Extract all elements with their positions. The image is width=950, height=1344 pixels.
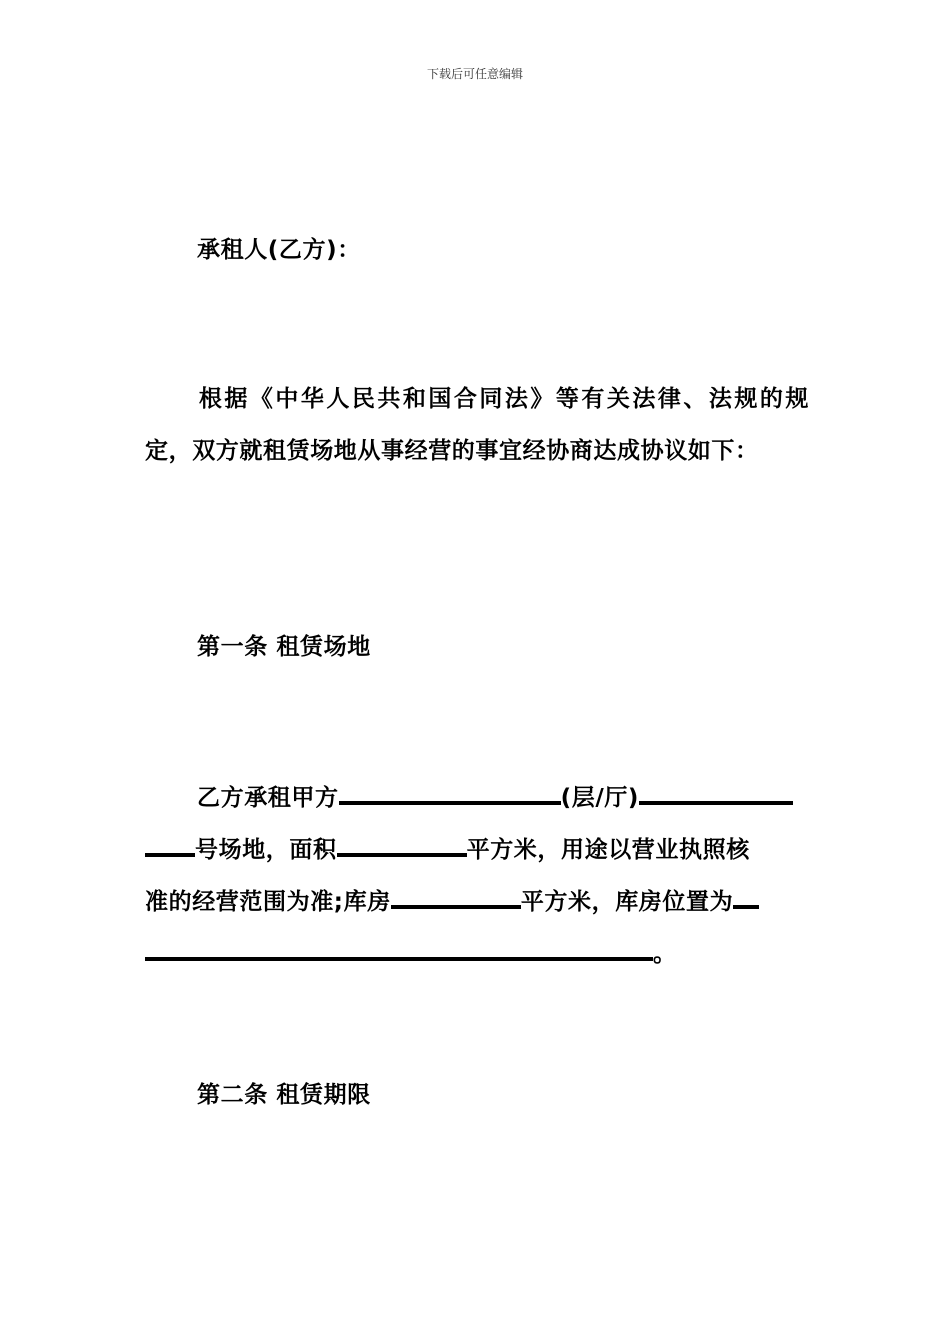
warehouse-area-blank bbox=[391, 887, 521, 909]
article-1-text: (层/厅) bbox=[560, 785, 640, 811]
article-1-text: 准的经营范围为准;库房 bbox=[145, 889, 391, 915]
area-blank bbox=[337, 835, 467, 857]
article-2-title: 第二条 租赁期限 bbox=[197, 1082, 371, 1108]
article-1-text: 平方米，用途以营业执照核 bbox=[466, 837, 750, 863]
warehouse-location-blank bbox=[733, 887, 759, 909]
floor-blank bbox=[339, 783, 561, 805]
article-1-title: 第一条 租赁场地 bbox=[197, 634, 371, 660]
preamble-paragraph bbox=[145, 373, 809, 477]
article-1-line-3 bbox=[145, 876, 809, 928]
lessee-label: 承租人(乙方)： bbox=[197, 237, 361, 263]
page-header: 下载后可任意编辑 bbox=[426, 67, 523, 81]
article-1-line-2 bbox=[145, 824, 809, 876]
article-1-line-1 bbox=[145, 772, 809, 824]
site-number-blank-cont bbox=[145, 835, 195, 857]
article-1-text: 。 bbox=[653, 941, 677, 967]
article-1-text: 平方米，库房位置为 bbox=[520, 889, 734, 915]
preamble-text: 根据《中华人民共和国合同法》等有关法律、法规的规定，双方就租赁场地从事经营的事宜经协商达成协议如下： bbox=[145, 386, 809, 464]
warehouse-location-blank-cont bbox=[145, 939, 653, 961]
article-1-text: 号场地，面积 bbox=[195, 837, 337, 863]
article-1-paragraph bbox=[145, 772, 809, 980]
article-1-text: 乙方承租甲方 bbox=[197, 785, 339, 811]
site-number-blank bbox=[639, 783, 793, 805]
article-1-line-4 bbox=[145, 928, 809, 980]
